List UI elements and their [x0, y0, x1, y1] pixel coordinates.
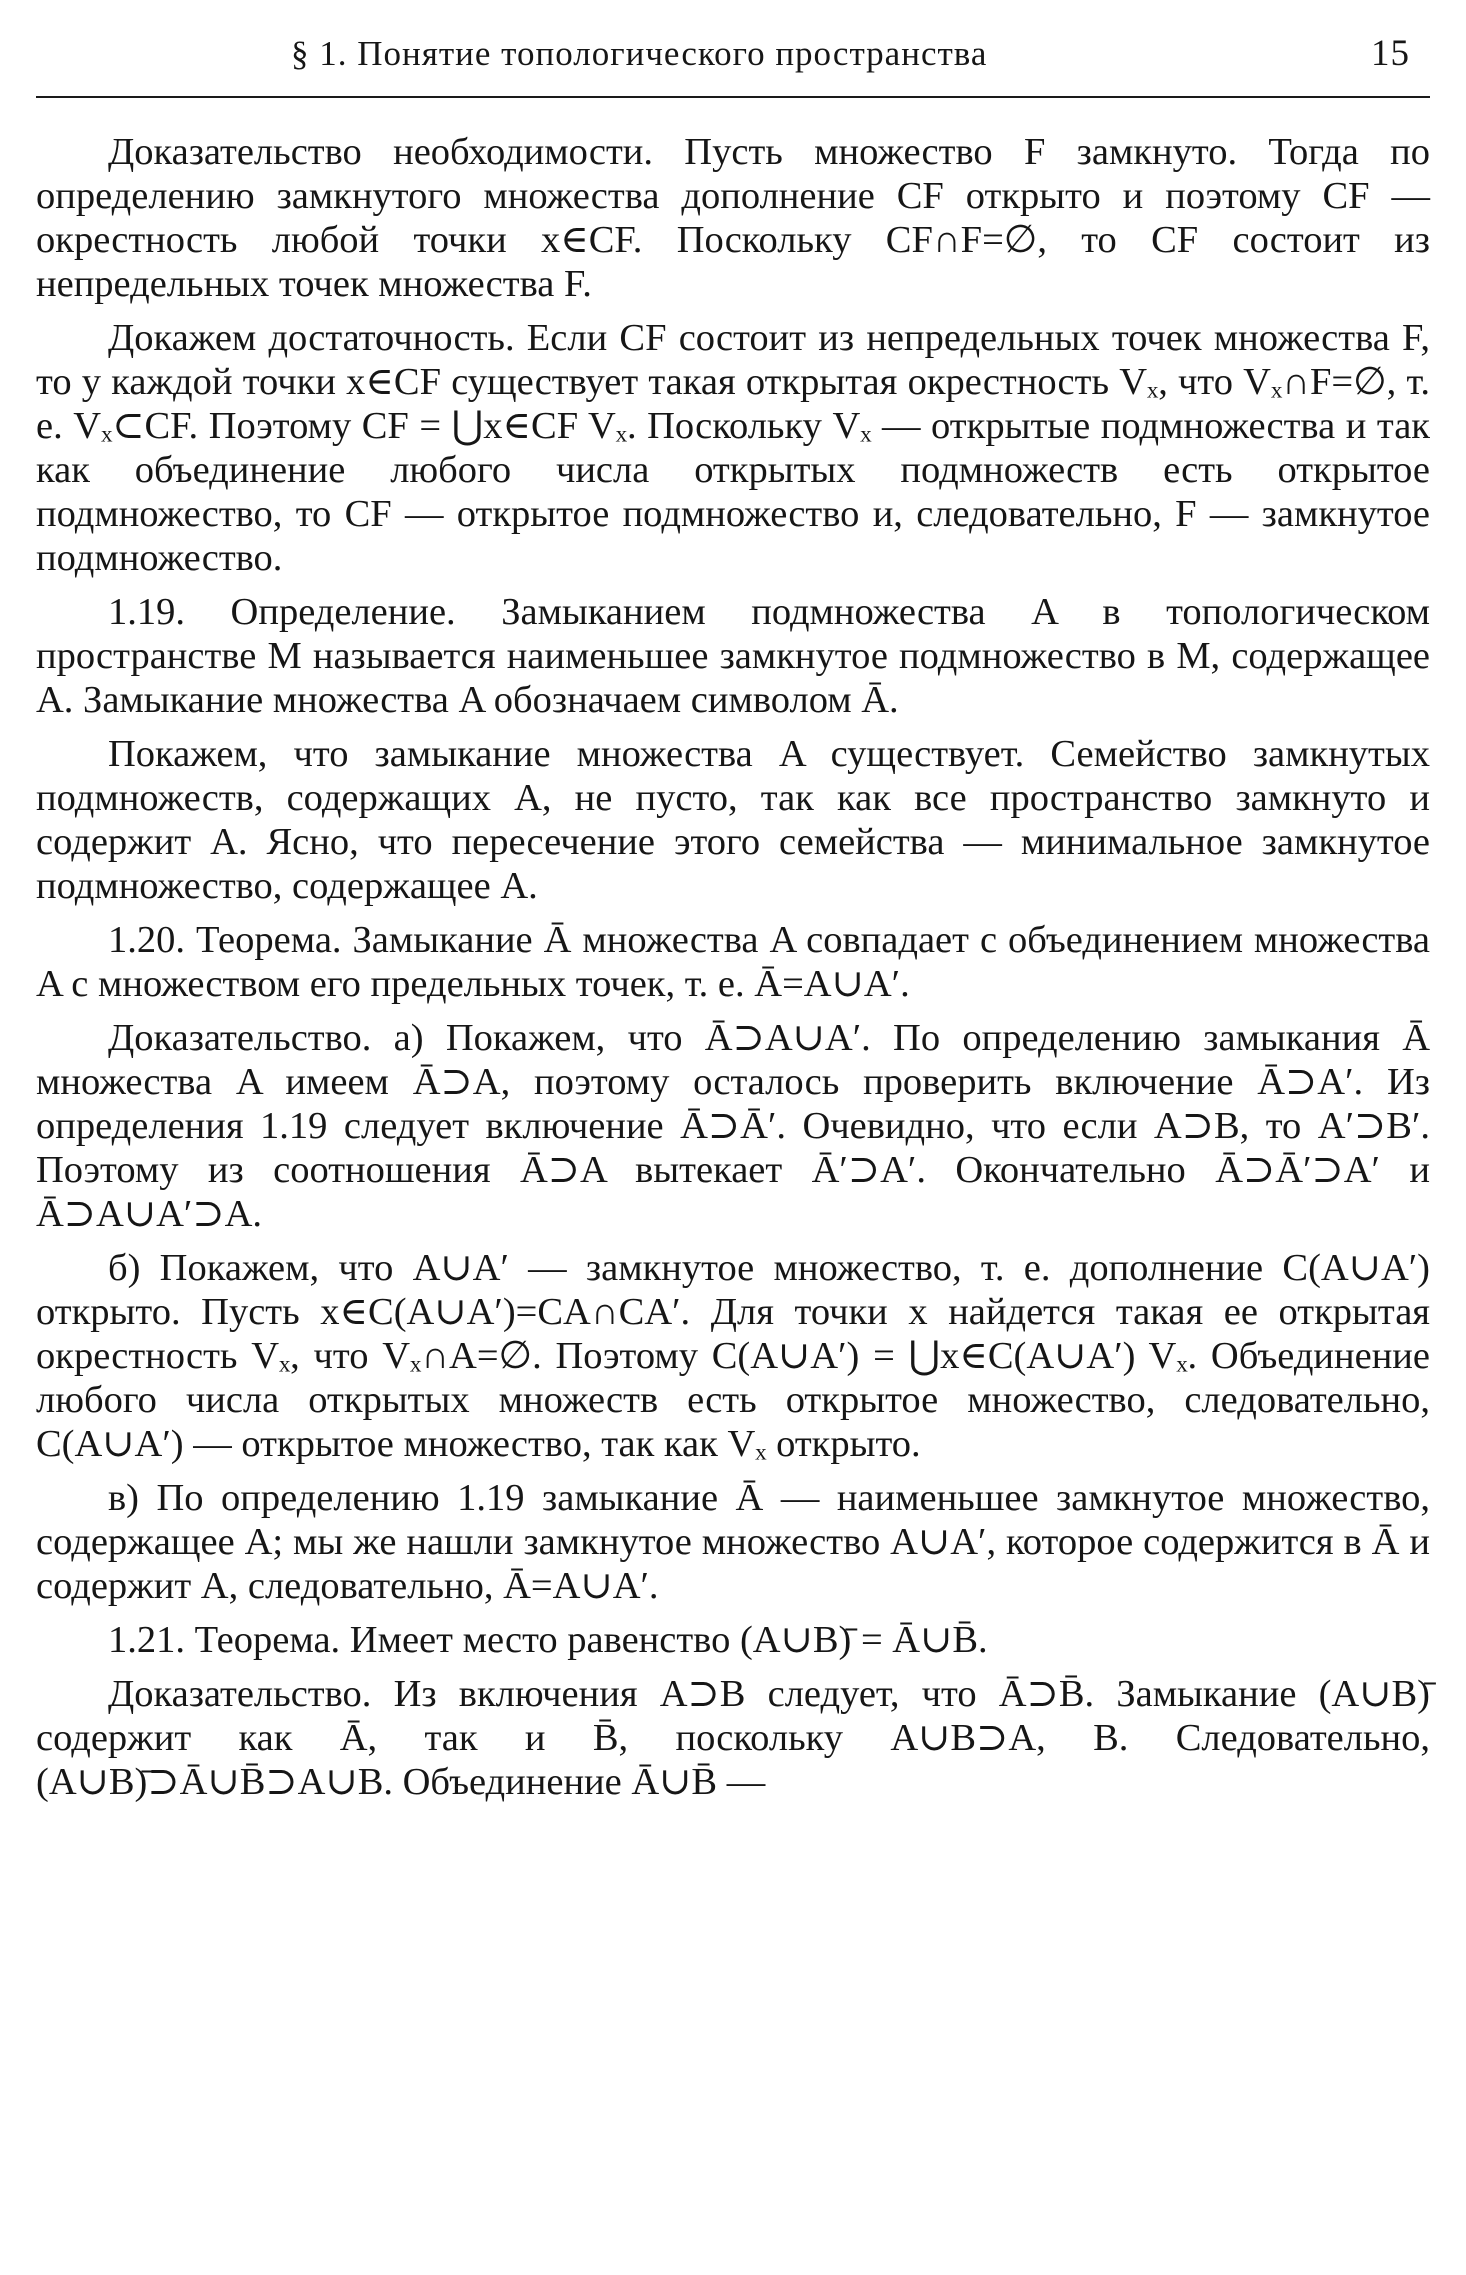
paragraph-proof-1-21: Доказательство. Из включения A⊃B следует, что Ā⊃B̄. Замыкание (A∪B)̄ содержит как Ā, так и B̄, поскольку A∪B⊃A, B. Следовательно, (A∪B)̄⊃Ā∪B̄⊃A∪B. Объединение Ā∪B̄ — — [36, 1673, 1430, 1803]
paragraph-theorem-1-21: 1.21. Теорема. Имеет место равенство (A∪B)̄ = Ā∪B̄. — [108, 1619, 988, 1661]
paragraph-proof-part-a: Доказательство. а) Покажем, что Ā⊃A∪A′. По определению замыкания Ā множества A имеем Ā⊃A, поэтому осталось проверить включение Ā⊃A′. Из определения 1.19 следует включение Ā⊃Ā′. Очевидно, что если A⊃B, то A′⊃B′. Поэтому из соотношения Ā⊃A вытекает Ā′⊃A′. Окончательно Ā⊃Ā′⊃A′ и Ā⊃A∪A′⊃A. — [36, 1017, 1430, 1235]
paragraph-definition-1-19: 1.19. Определение. Замыканием подмножества A в топологическом пространстве M называется наименьшее замкнутое подмножество в M, содержащее A. Замыкание множества A обозначаем символом Ā. — [36, 591, 1430, 721]
running-header — [36, 24, 1430, 78]
header-rule — [36, 96, 1430, 98]
paragraph-proof-part-b: б) Покажем, что A∪A′ — замкнутое множество, т. е. дополнение C(A∪A′) открыто. Пусть x∈C(A∪A′)=CA∩CA′. Для точки x найдется такая ее открытая окрестность Vₓ, что Vₓ∩A=∅. Поэтому C(A∪A′) = ⋃x∈C(A∪A′) Vₓ. Объединение любого числа открытых множеств есть открытое множество, следовательно, C(A∪A′) — открытое множество, так как Vₓ открыто. — [36, 1247, 1430, 1465]
page-number: 15 — [1371, 33, 1410, 74]
book-page — [36, 24, 1430, 1814]
paragraph-closure-exists: Покажем, что замыкание множества A существует. Семейство замкнутых подмножеств, содержащих A, не пусто, так как все пространство замкнуто и содержит A. Ясно, что пересечение этого семейства — минимальное замкнутое подмножество, содержащее A. — [36, 733, 1430, 907]
paragraph-proof-necessity: Доказательство необходимости. Пусть множество F замкнуто. Тогда по определению замкнутого множества дополнение CF открыто и поэтому CF — окрестность любой точки x∈CF. Поскольку CF∩F=∅, то CF состоит из непредельных точек множества F. — [36, 131, 1430, 305]
paragraph-proof-sufficiency: Докажем достаточность. Если CF состоит из непредельных точек множества F, то у каждой точки x∈CF существует такая открытая окрестность Vₓ, что Vₓ∩F=∅, т. е. Vₓ⊂CF. Поэтому CF = ⋃x∈CF Vₓ. Поскольку Vₓ — открытые подмножества и так как объединение любого числа открытых подмножеств есть открытое подмножество, то CF — открытое подмножество и, следовательно, F — замкнутое подмножество. — [36, 317, 1430, 579]
paragraph-theorem-1-20: 1.20. Теорема. Замыкание Ā множества A совпадает с объединением множества A с множеством его предельных точек, т. е. Ā=A∪A′. — [36, 919, 1430, 1005]
page-body — [36, 130, 1430, 1804]
paragraph-proof-part-c: в) По определению 1.19 замыкание Ā — наименьшее замкнутое множество, содержащее A; мы же нашли замкнутое множество A∪A′, которое содержится в Ā и содержит A, следовательно, Ā=A∪A′. — [36, 1477, 1430, 1607]
section-title: § 1. Понятие топологического пространства — [291, 34, 988, 73]
